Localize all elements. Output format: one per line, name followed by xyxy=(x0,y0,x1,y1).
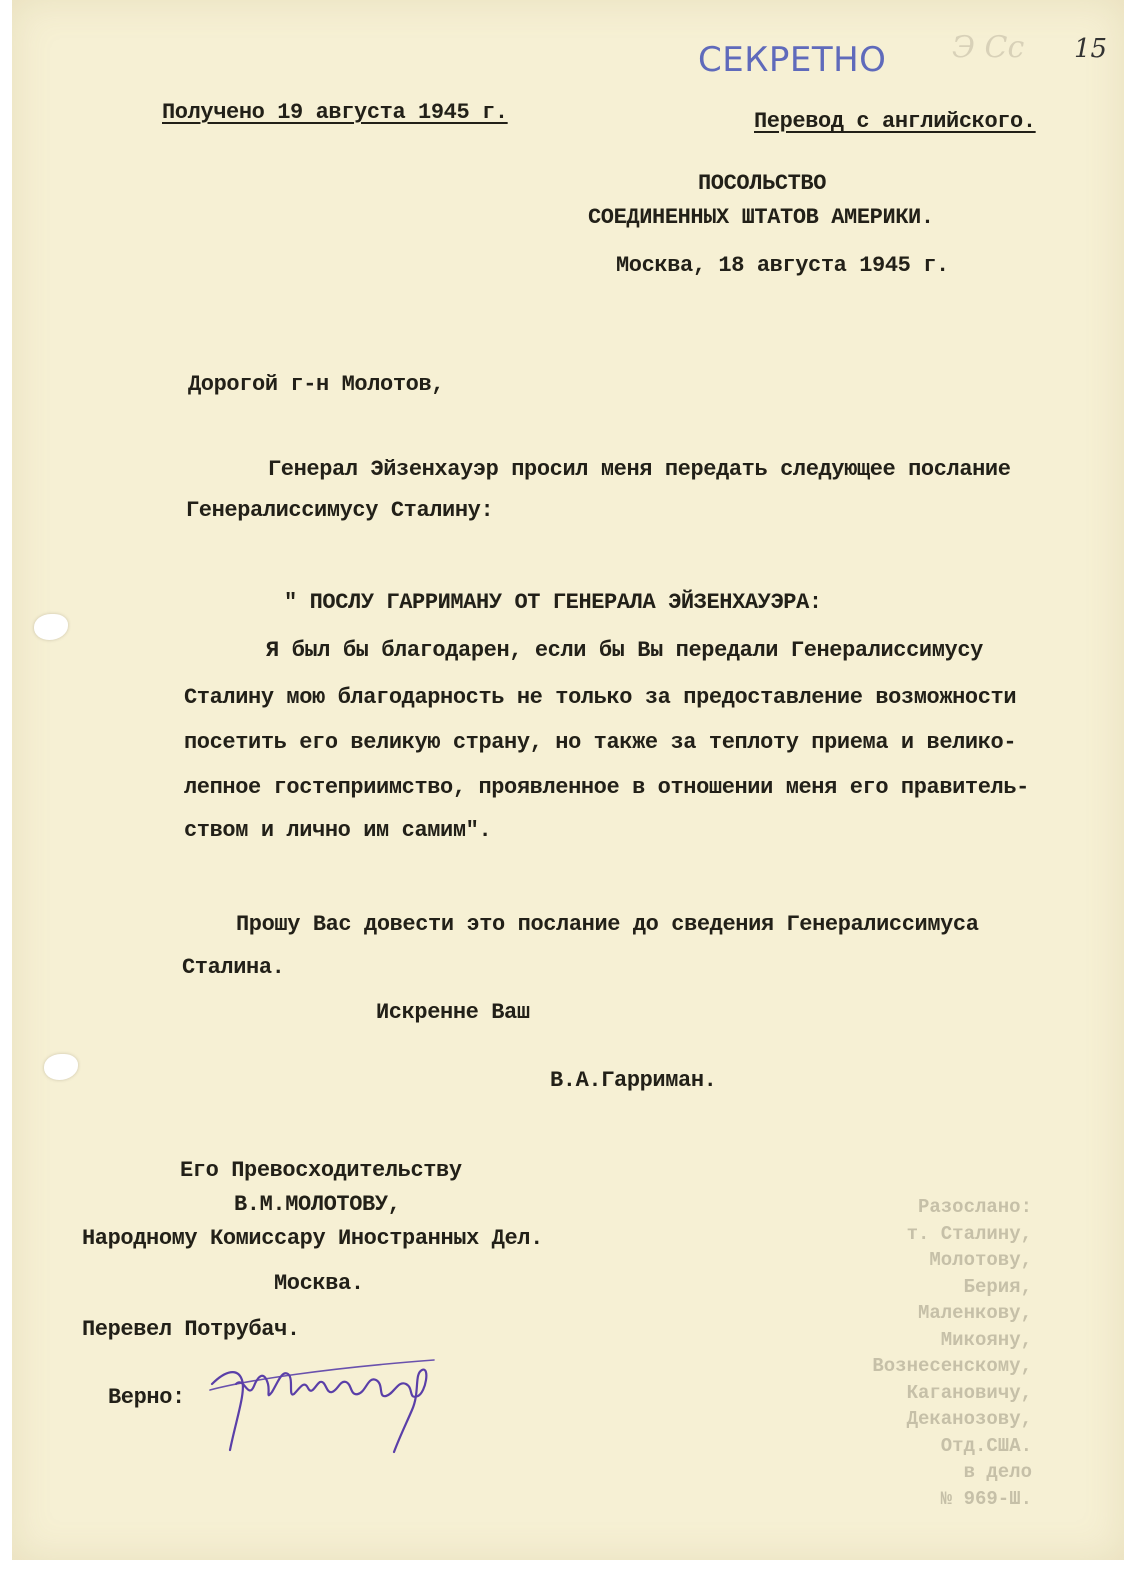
handwritten-signature xyxy=(208,1340,448,1460)
addressee-city: Москва. xyxy=(274,1271,364,1296)
distribution-entry: Деканозову, xyxy=(906,1408,1032,1430)
quote-line-4: лепное гостеприимство, проявленное в отношении меня его правитель- xyxy=(184,775,1029,800)
distribution-entry: № 969-Ш. xyxy=(940,1487,1032,1510)
translator-note: Перевел Потрубач. xyxy=(82,1317,300,1342)
salutation: Дорогой г-н Молотов, xyxy=(188,372,445,397)
distribution-entry: Разослано: xyxy=(917,1196,1032,1218)
quote-line-2: Сталину мою благодарность не только за предоставление возможности xyxy=(184,685,1017,710)
distribution-entry: Маленкову, xyxy=(917,1302,1032,1324)
document-page xyxy=(12,0,1124,1560)
distribution-entry: Берия, xyxy=(963,1275,1032,1298)
quote-line-3: посетить его великую страну, но также за теплоту приема и велико- xyxy=(184,730,1017,755)
received-date: Получено 19 августа 1945 г. xyxy=(162,100,508,125)
punch-hole xyxy=(44,1054,78,1080)
sender-embassy: ПОСОЛЬСТВО xyxy=(698,171,827,196)
distribution-entry: Микояну, xyxy=(940,1328,1032,1351)
quote-line-5: ством и лично им самим". xyxy=(184,818,492,843)
distribution-entry: Кагановичу, xyxy=(906,1381,1032,1404)
body-intro-line-2: Генералиссимусу Сталину: xyxy=(186,498,494,523)
secret-stamp: СЕКРЕТНО xyxy=(698,40,887,80)
page-number: 15 xyxy=(1074,34,1108,64)
distribution-entry: т. Сталину, xyxy=(906,1222,1032,1245)
body-intro-line-1: Генерал Эйзенхауэр просил меня передать следующее послание xyxy=(268,457,1011,482)
translation-note: Перевод с английского. xyxy=(754,109,1036,134)
sender-date: Москва, 18 августа 1945 г. xyxy=(616,253,949,278)
quote-heading: " ПОСЛУ ГАРРИМАНУ ОТ ГЕНЕРАЛА ЭЙЗЕНХАУЭРА: xyxy=(284,590,822,615)
distribution-entry: Отд.США. xyxy=(940,1434,1032,1457)
closing: Искренне Ваш xyxy=(376,1000,530,1025)
distribution-entry: в дело xyxy=(963,1461,1032,1483)
distribution-list xyxy=(852,1196,1032,1514)
addressee-name: В.М.МОЛОТОВУ, xyxy=(234,1192,401,1217)
distribution-entry: Вознесенскому, xyxy=(872,1355,1032,1377)
request-line-2: Сталина. xyxy=(182,955,285,980)
sender-country: СОЕДИНЕННЫХ ШТАТОВ АМЕРИКИ. xyxy=(588,205,934,230)
addressee-position: Народному Комиссару Иностранных Дел. xyxy=(82,1226,543,1251)
request-line-1: Прошу Вас довести это послание до сведения Генералиссимуса xyxy=(236,912,979,937)
faded-handwriting: Э Сс xyxy=(952,30,1025,65)
certified-label: Верно: xyxy=(108,1385,185,1410)
addressee-title: Его Превосходительству xyxy=(180,1158,462,1183)
sender-signature: В.А.Гарриман. xyxy=(550,1068,717,1093)
distribution-entry: Молотову, xyxy=(929,1249,1032,1271)
punch-hole xyxy=(34,614,68,640)
quote-line-1: Я был бы благодарен, если бы Вы передали Генералиссимусу xyxy=(266,638,983,663)
